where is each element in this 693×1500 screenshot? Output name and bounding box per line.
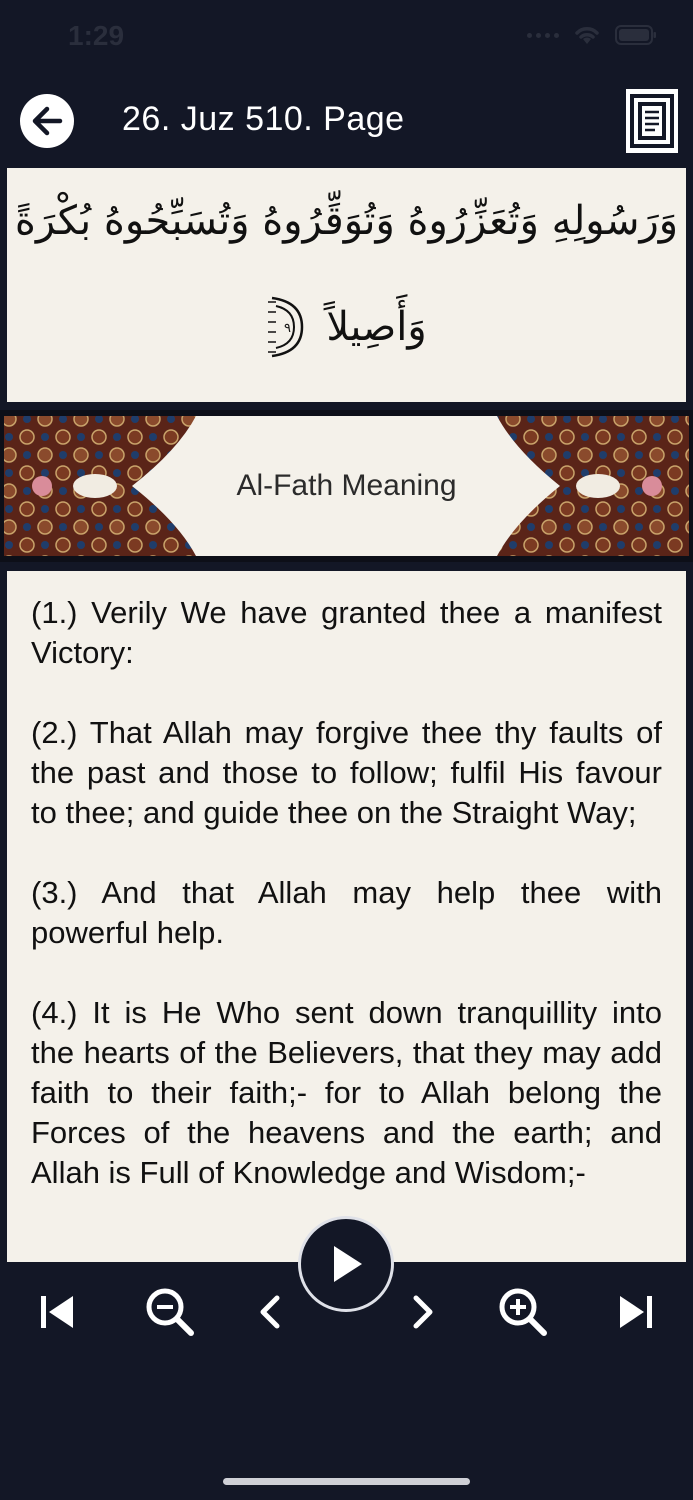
- meaning-text-panel[interactable]: [7, 571, 686, 1262]
- zoom-in-button[interactable]: [493, 1284, 553, 1340]
- zoom-out-button[interactable]: [140, 1284, 200, 1340]
- play-icon: [326, 1242, 366, 1286]
- meaning-text: [7, 571, 686, 1193]
- signal-icon: [527, 33, 559, 38]
- ayah-number: ٩: [284, 321, 292, 336]
- book-list-icon: [625, 88, 679, 154]
- arrow-left-icon: [27, 101, 67, 141]
- arabic-line-2-row: [7, 292, 686, 362]
- skip-first-icon: [37, 1292, 77, 1332]
- ayah-end-marker-icon: [266, 292, 306, 362]
- verse-translation: (3.) And that Allah may help thee with powerful help.: [31, 875, 662, 950]
- surah-meaning-banner: [0, 410, 693, 562]
- previous-page-button[interactable]: [240, 1284, 300, 1340]
- status-time: 1:29: [68, 20, 125, 51]
- next-page-button[interactable]: [393, 1284, 453, 1340]
- previous-icon: [255, 1292, 285, 1332]
- status-bar: [0, 0, 693, 80]
- battery-icon: [615, 25, 657, 45]
- next-icon: [408, 1292, 438, 1332]
- status-icons: [527, 24, 657, 46]
- play-button[interactable]: [298, 1216, 394, 1312]
- page-title: 26. Juz 510. Page: [122, 100, 405, 138]
- wifi-icon: [573, 24, 601, 46]
- skip-last-icon: [616, 1292, 656, 1332]
- home-indicator[interactable]: [223, 1478, 470, 1485]
- arabic-line-1: وَرَسُولِهِ وَتُعَزِّرُوهُ وَتُوَقِّرُوهُ وَتُسَبِّحُوهُ بُكْرَةً: [14, 198, 679, 244]
- top-header: [0, 82, 693, 166]
- zoom-out-icon: [144, 1286, 196, 1338]
- verse-translation: (1.) Verily We have granted thee a manifest Victory:: [31, 595, 662, 670]
- first-page-button[interactable]: [27, 1284, 87, 1340]
- arabic-verse-panel: [7, 168, 686, 402]
- arabic-line-2: وَأَصِيلاً: [326, 304, 427, 350]
- index-button[interactable]: [625, 88, 679, 154]
- banner-title: Al-Fath Meaning: [236, 469, 457, 502]
- verse-translation: (2.) That Allah may forgive thee thy faults of the past and those to follow; fulfil His favour to thee; and guide thee on the Straight Way;: [31, 715, 662, 830]
- back-button[interactable]: [20, 94, 74, 148]
- verse-translation: (4.) It is He Who sent down tranquillity into the hearts of the Believers, that they may add faith to their faith;- for to Allah belong the Forces of the heavens and the earth; and Allah is Full of Knowledge and Wisdom;-: [31, 995, 662, 1190]
- last-page-button[interactable]: [606, 1284, 666, 1340]
- zoom-in-icon: [497, 1286, 549, 1338]
